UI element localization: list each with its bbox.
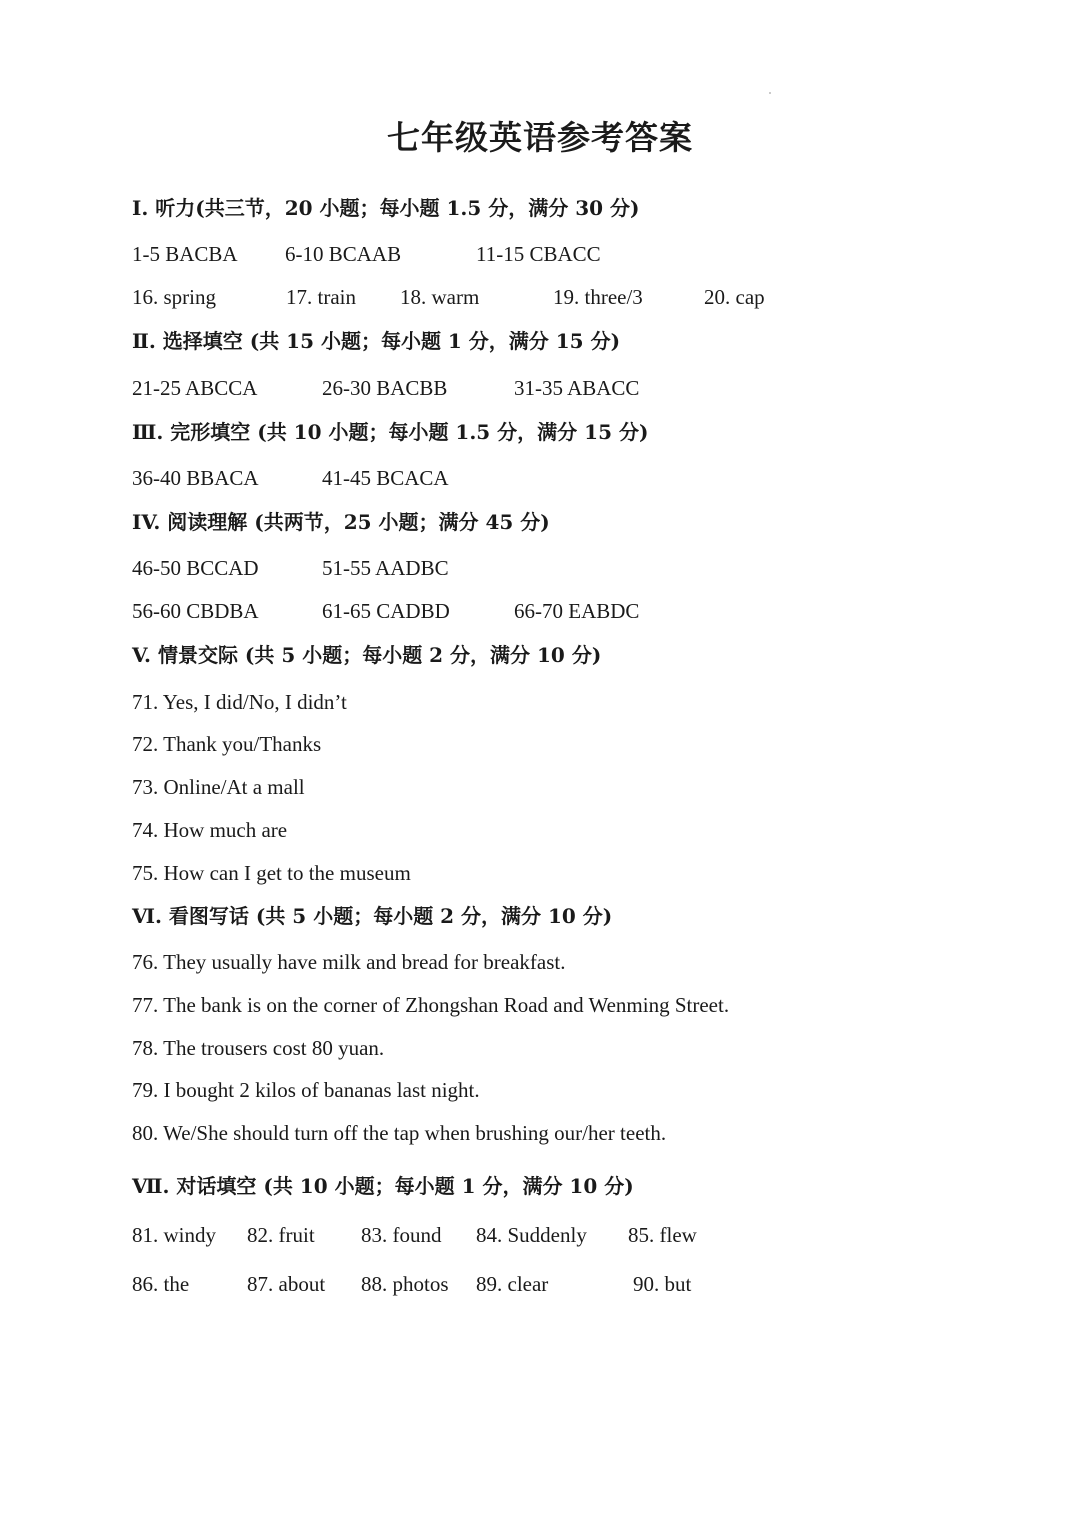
answer-line: 80. We/She should turn off the tap when brushing our/her teeth. [132,1121,667,1145]
answer-item: 83. found [361,1223,442,1247]
answer-line: 76. They usually have milk and bread for breakfast. [132,950,566,974]
scan-speck [769,92,771,94]
answer-group: 36-40 BBACA [132,466,259,490]
section-4-row-1 [0,555,1080,581]
answer-line: 75. How can I get to the museum [132,861,411,885]
section-7-heading: Ⅶ. 对话填空 (共 10 小题；每小题 1 分，满分 10 分) [132,1174,634,1198]
answer-item: 81. windy [132,1223,216,1247]
section-4-heading: IV. 阅读理解 (共两节，25 小题；满分 45 分) [132,510,550,534]
answer-group: 56-60 CBDBA [132,599,259,623]
section-4-row-2 [0,598,1080,624]
answer-group: 66-70 EABDC [514,599,640,623]
section-1-row-2 [0,284,1080,310]
answer-item: 20. cap [704,285,765,309]
answer-item: 89. clear [476,1272,549,1296]
answer-line: 79. I bought 2 kilos of bananas last night. [132,1078,480,1102]
answer-line: 71. Yes, I did/No, I didn’t [132,690,347,714]
answer-group: 26-30 BACBB [322,376,448,400]
answer-line: 72. Thank you/Thanks [132,732,322,756]
answer-group: 46-50 BCCAD [132,556,259,580]
answer-item: 84. Suddenly [476,1223,587,1247]
answer-line: 74. How much are [132,818,288,842]
section-2-heading: Ⅱ. 选择填空 (共 15 小题；每小题 1 分，满分 15 分) [132,329,621,353]
section-3-row-1 [0,465,1080,491]
answer-group: 61-65 CADBD [322,599,450,623]
answer-item: 87. about [247,1272,326,1296]
answer-line: 73. Online/At a mall [132,775,305,799]
answer-item: 82. fruit [247,1223,315,1247]
answer-item: 90. but [633,1272,692,1296]
answer-line: 78. The trousers cost 80 yuan. [132,1036,385,1060]
answer-group: 31-35 ABACC [514,376,640,400]
section-1-heading: I. 听力(共三节，20 小题；每小题 1.5 分，满分 30 分) [132,196,640,220]
answer-item: 17. train [286,285,356,309]
answer-item: 85. flew [628,1223,697,1247]
section-5-heading: V. 情景交际 (共 5 小题；每小题 2 分，满分 10 分) [132,643,602,667]
answer-group: 41-45 BCACA [322,466,449,490]
answer-group: 51-55 AADBC [322,556,449,580]
section-2-row-1 [0,375,1080,401]
answer-group: 11-15 CBACC [476,242,601,266]
answer-group: 21-25 ABCCA [132,376,258,400]
section-6-heading: Ⅵ. 看图写话 (共 5 小题；每小题 2 分，满分 10 分) [132,904,613,928]
answer-item: 88. photos [361,1272,449,1296]
section-7-row-1 [0,1222,1080,1248]
answer-item: 86. the [132,1272,190,1296]
section-7-row-2 [0,1271,1080,1297]
answer-item: 19. three/3 [553,285,643,309]
section-1-row-1 [0,241,1080,267]
page-title: 七年级英语参考答案 [387,118,693,157]
answer-group: 1-5 BACBA [132,242,238,266]
answer-group: 6-10 BCAAB [285,242,402,266]
answer-item: 18. warm [400,285,480,309]
section-3-heading: Ⅲ. 完形填空 (共 10 小题；每小题 1.5 分，满分 15 分) [132,420,649,444]
answer-line: 77. The bank is on the corner of Zhongshan Road and Wenming Street. [132,993,730,1017]
answer-item: 16. spring [132,285,216,309]
